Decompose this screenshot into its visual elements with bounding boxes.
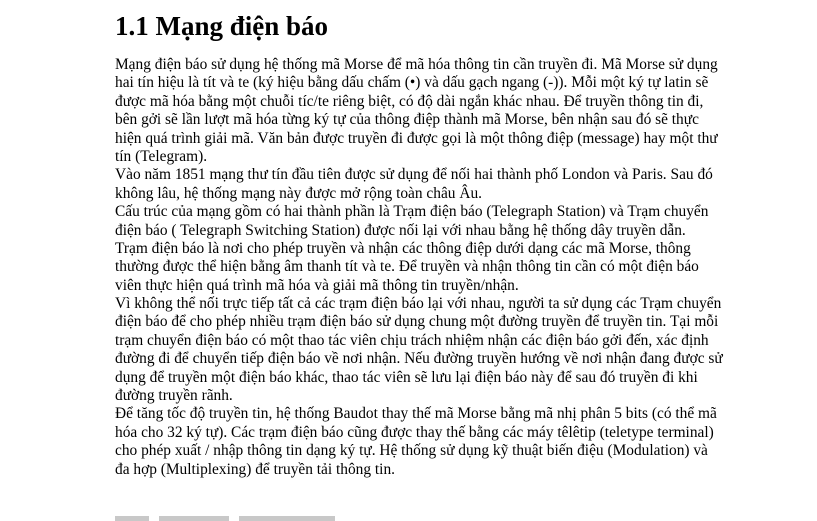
text-line: điện báo ( Telegraph Switching Station) được nối lại với nhau bằng hệ thống dây truyền dẫn. xyxy=(115,221,686,239)
text-line: Cấu trúc của mạng gồm có hai thành phần là Trạm điện báo (Telegraph Station) và Trạm chuyển xyxy=(115,203,709,221)
text-line: dụng để truyền một điện báo khác, thao tác viên sẽ lưu lại điện báo này để sau đó truyền đi khi xyxy=(115,368,698,386)
text-line: Mạng điện báo sử dụng hệ thống mã Morse để mã hóa thông tin cần truyền đi. Mã Morse sử dụng xyxy=(115,56,718,73)
text-line: Để tăng tốc độ truyền tin, hệ thống Baudot thay thế mã Morse bằng mã nhị phân 5 bits (có thể mã xyxy=(115,405,717,423)
text-line: Trạm điện báo là nơi cho phép truyền và nhận các thông điệp dưới dạng các mã Morse, thông xyxy=(115,239,691,257)
cut-off-text-fragment xyxy=(239,516,335,521)
cut-off-next-heading xyxy=(115,516,355,521)
body-text xyxy=(115,56,815,479)
text-line: đường truyền rãnh. xyxy=(115,387,233,405)
text-line: thường được thể hiện bằng âm thanh tít và te. Để truyền và nhận thông tin cần có một điện báo xyxy=(115,258,699,276)
text-line: Vì không thể nối trực tiếp tất cả các trạm điện báo lại với nhau, người ta sử dụng các Trạm chuyển xyxy=(115,295,722,313)
text-line: đường đi để chuyển tiếp điện báo về nơi nhận. Nếu đường truyền hướng về nơi nhận đang được sử xyxy=(115,350,723,368)
text-line: hóa cho 32 ký tự). Các trạm điện báo cũng được thay thế bằng các máy têlêtip (teletype terminal) xyxy=(115,423,714,441)
text-line: Vào năm 1851 mạng thư tín đầu tiên được sử dụng để nối hai thành phố London và Paris. Sau đó xyxy=(115,166,713,184)
text-line: tín (Telegram). xyxy=(115,147,208,165)
text-line: cho phép xuất / nhập thông tin dạng ký tự. Hệ thống sử dụng kỹ thuật biến điệu (Modulation) và xyxy=(115,442,708,460)
text-line: trạm chuyển điện báo có một thao tác viên chịu trách nhiệm nhận các điện báo gởi đến, xác định xyxy=(115,331,709,349)
cut-off-text-fragment xyxy=(159,516,229,521)
text-line: bên gởi sẽ lần lượt mã hóa từng ký tự của thông điệp thành mã Morse, bên nhận sau đó sẽ thực xyxy=(115,111,699,129)
cut-off-text-fragment xyxy=(115,516,149,521)
text-line: điện báo để cho phép nhiều trạm điện báo sử dụng chung một đường truyền để truyền tin. Tại mỗi xyxy=(115,313,719,331)
text-line: hai tín hiệu là tít và te (ký hiệu bằng dấu chấm (•) và dấu gạch ngang (-)). Mỗi một ký tự latin sẽ xyxy=(115,74,709,92)
text-line: đa hợp (Multiplexing) để truyền tải thông tin. xyxy=(115,460,395,478)
text-line: không lâu, hệ thống mạng này được mở rộng toàn châu Âu. xyxy=(115,184,482,202)
text-line: viên thực hiện quá trình mã hóa và giải mã thông tin truyền/nhận. xyxy=(115,276,519,294)
section-heading: 1.1 Mạng điện báo xyxy=(115,11,329,41)
text-line: được mã hóa bằng một chuỗi tíc/te riêng biệt, có độ dài ngắn khác nhau. Để truyền thông tin đi, xyxy=(115,92,704,110)
text-line: hiện quá trình giải mã. Văn bản được truyền đi được gọi là một thông điệp (message) hay một thư xyxy=(115,129,718,147)
